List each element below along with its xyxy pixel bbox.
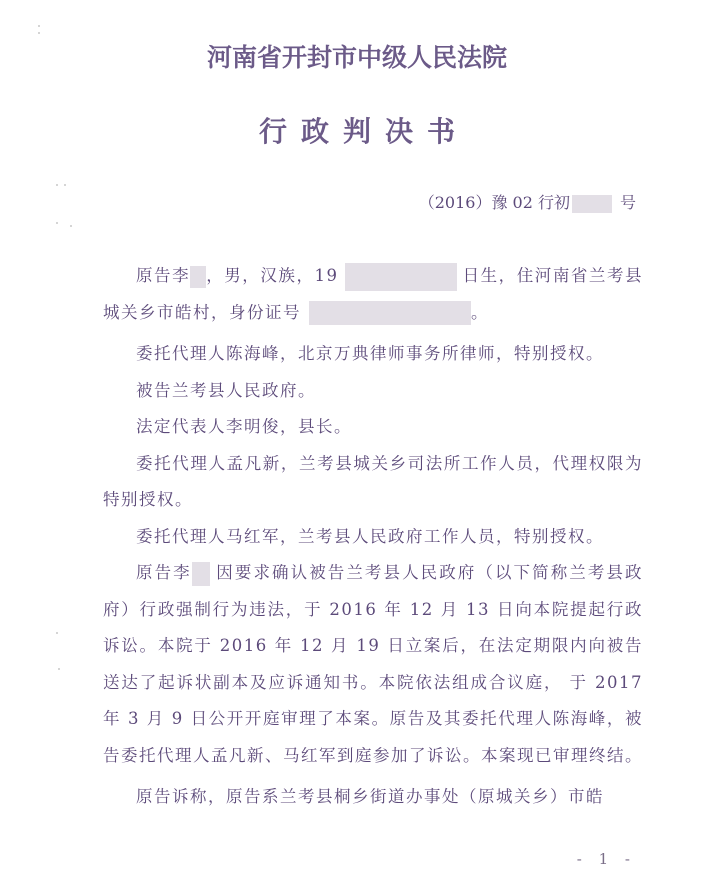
scan-speck bbox=[58, 668, 60, 670]
scan-speck bbox=[56, 632, 58, 634]
court-name: 河南省开封市中级人民法院 bbox=[206, 43, 507, 72]
case-number-suffix: 号 bbox=[619, 193, 636, 212]
case-plaintiff-label: 原告李 bbox=[136, 563, 192, 582]
defendant-agent-2-paragraph: 委托代理人马红军，兰考县人民政府工作人员，特别授权。 bbox=[136, 526, 604, 546]
defendant-paragraph: 被告兰考县人民政府。 bbox=[136, 380, 316, 400]
plaintiff-end: 。 bbox=[471, 302, 489, 322]
redacted-case-id bbox=[572, 195, 612, 213]
page-number: - 1 - bbox=[576, 850, 636, 868]
plaintiff-label: 原告李 bbox=[136, 266, 191, 285]
case-background-text: 因要求确认被告兰考县人民政府（以下简称兰考县政府）行政强制行为违法，于 2016 年 12 月 13 日向本院提起行政诉讼。本院于 2016 年 12 月 19 日立案后，在法定期限内向被告送达了起诉状副本及应诉通知书。本院依法组成合议庭， 于 2017 年 3 月 9 日公开开庭审理了本案。原告及其委托代理人陈海峰，被告委托代理人孟凡新、马红军到庭参加了诉讼。本案现已审理终结。 bbox=[103, 563, 644, 765]
plaintiff-paragraph bbox=[103, 258, 643, 331]
document-type-title: 行政判决书 bbox=[258, 115, 469, 148]
redacted-plaintiff-name bbox=[190, 266, 206, 288]
scan-speck bbox=[56, 222, 58, 224]
scan-speck bbox=[38, 32, 40, 34]
plaintiff-address: 日生，住河南省兰考县城关乡市皓村，身份证号 bbox=[103, 266, 644, 322]
case-number-prefix: （2016）豫 02 行初 bbox=[418, 193, 570, 212]
judgment-body bbox=[103, 258, 643, 816]
scan-speck bbox=[70, 225, 72, 227]
plaintiff-agent-paragraph: 委托代理人陈海峰，北京万典律师事务所律师，特别授权。 bbox=[136, 344, 604, 363]
scan-speck bbox=[56, 184, 58, 186]
redacted-birthdate bbox=[345, 263, 457, 291]
scan-speck bbox=[38, 25, 40, 27]
plaintiff-info: ，男，汉族，19 bbox=[206, 266, 339, 285]
defendant-agent-1-paragraph: 委托代理人孟凡新，兰考县城关乡司法所工作人员，代理权限为特别授权。 bbox=[103, 453, 643, 509]
plaintiff-claim-paragraph: 原告诉称，原告系兰考县桐乡街道办事处（原城关乡）市皓 bbox=[136, 787, 604, 806]
redacted-plaintiff-name-2 bbox=[192, 562, 210, 586]
case-background-paragraph bbox=[103, 555, 643, 774]
redacted-id-number bbox=[309, 301, 471, 325]
scan-speck bbox=[64, 184, 66, 186]
case-number bbox=[419, 190, 636, 213]
legal-representative-paragraph: 法定代表人李明俊，县长。 bbox=[136, 417, 352, 436]
